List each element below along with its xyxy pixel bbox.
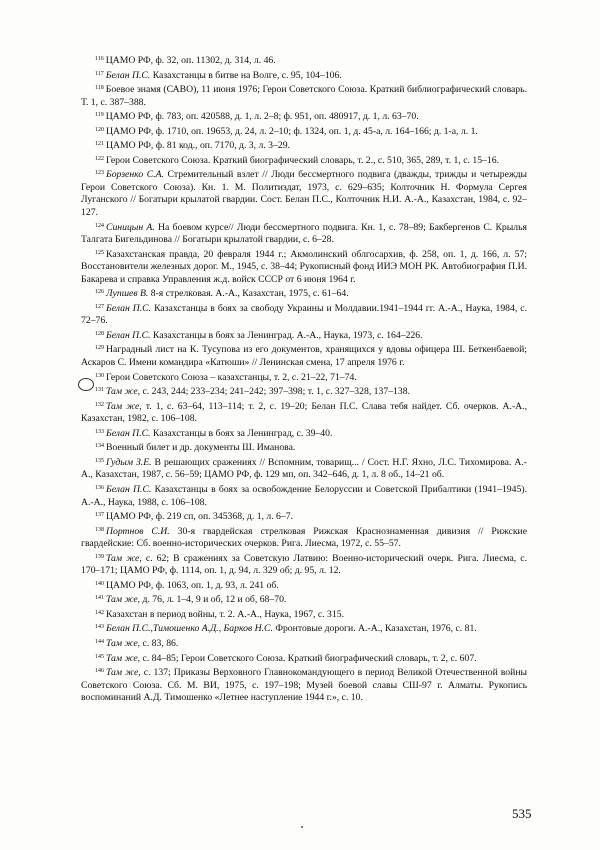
endnote-number: 143 [95, 624, 104, 631]
endnote-number: 140 [95, 580, 104, 587]
endnote-text: Наградный лист на К. Тусупова из его документов, хранящихся у вдовы офицера Ш. Беткенбаевой; Аскаров С. Имени командира «Катюши» // Ленинская смена, 17 апреля 1976 г. [81, 344, 527, 369]
endnote-author: Белан П.С. [106, 483, 152, 495]
endnote-142 [81, 607, 527, 622]
endnote-number: 146 [95, 668, 104, 675]
endnote-137 [81, 509, 527, 524]
endnote-text: Казахстанцы в боях за свободу Украины и Молдавии.1941–1944 гг. А.-А., Наука, 1984, с. 72–76. [81, 302, 527, 327]
endnote-text: с. 243, 244; 233–234; 241–242; 397–398; т. 1, с. 327–328, 137–138. [142, 386, 410, 398]
endnote-127 [81, 301, 527, 328]
endnote-number: 125 [95, 249, 104, 256]
endnote-116 [81, 53, 527, 68]
endnote-text: Герои Советского Союза. Краткий биографический словарь, т. 2., с. 510, 365, 289, т. 1, с. 15–16. [106, 154, 500, 166]
endnote-number: 119 [95, 112, 104, 119]
endnote-145 [81, 651, 527, 666]
endnote-text: с. 62; В сражениях за Советскую Латвию: Военно-исторический очерк. Рига. Лиесма, с. 170–171; ЦАМО РФ, ф. 1114, оп. 1, д. 94, л. 329 об; д. 95, л. 12. [81, 552, 527, 577]
endnote-number: 132 [95, 401, 104, 408]
endnote-119 [81, 109, 527, 124]
endnote-124 [81, 220, 527, 247]
endnote-number: 122 [95, 155, 104, 162]
endnote-author: Там же, [106, 400, 142, 412]
endnote-number: 130 [95, 372, 104, 379]
endnote-138 [81, 524, 527, 551]
endnote-number: 135 [95, 457, 104, 464]
endnote-number: 133 [95, 428, 104, 435]
endnote-author: Белан П.С. [106, 427, 151, 439]
endnote-text: Боевое знамя (САВО), 11 июня 1976; Герои Советского Союза. Краткий библиографический словарь. Т. 1, с. 387–388. [81, 84, 527, 108]
endnote-number: 138 [95, 526, 104, 533]
endnote-text: Казахстанская правда, 20 февраля 1944 г.; Акмолинский облгосархив, ф. 258, оп. 1, д. 166, л. 57; Восстановители железных дорог. М., 1945, с. 38–44; Рукописный фонд ИИЭ МОН РК. Автобиография П.И. Бакарева и справка Управления ж.д. войск СССР от 6 июня 1964 г. [81, 248, 527, 285]
endnote-text: Фронтовые дороги. А.-А., Казахстан, 1976, с. 81. [275, 623, 477, 635]
handwritten-circle-mark [78, 378, 94, 391]
endnote-120 [81, 124, 527, 139]
endnote-text: Казахстанцы в боях за Ленинград. А.-А., Наука, 1973, с. 164–226. [152, 329, 423, 341]
endnote-number: 129 [95, 345, 104, 352]
endnote-text: ЦАМО РФ, ф. 783, оп. 420588, д. 1, л. 2–8; ф. 951, оп. 480917, д. 1, л. 63–70. [105, 111, 419, 123]
endnote-140 [81, 578, 527, 593]
endnote-text: ЦАМО РФ, ф. 219 сп, оп. 345368, д. 1, л. 6–7. [106, 511, 294, 523]
endnote-121 [81, 138, 527, 153]
endnote-144 [81, 636, 527, 651]
endnote-text: ЦАМО РФ, ф. 1063, оп. 1, д. 93, л. 241 об. [106, 579, 279, 591]
endnote-number: 123 [95, 170, 104, 177]
endnote-146 [81, 665, 527, 705]
endnote-number: 118 [95, 85, 104, 92]
endnote-143 [81, 621, 527, 636]
endnote-126 [81, 286, 527, 301]
endnote-author: Там же, [106, 652, 141, 664]
endnote-130 [81, 370, 527, 385]
endnote-133 [81, 426, 527, 441]
endnote-text: В решающих сражениях // Вспомним, товарищ... / Сост. Н.Г. Яхно, Л.С. Тихомирова. А.-А., Казахстан, 1987, с. 56–59; ЦАМО РФ, ф. 129 мп, оп. 342–646, д. 1, л. 8 об., 14–21 об. [81, 456, 527, 481]
endnote-number: 116 [95, 56, 104, 62]
endnote-text: ЦАМО РФ, ф. 32, оп. 11302, д. 314, л. 46. [105, 55, 276, 66]
endnote-text: д. 76, л. 1–4, 9 и об, 12 и об, 68–70. [142, 594, 287, 606]
endnote-author: Белан П.С. [106, 302, 152, 314]
endnote-122 [81, 153, 527, 168]
endnote-134 [81, 440, 527, 455]
endnote-number: 144 [95, 638, 104, 645]
endnote-118 [81, 82, 527, 109]
endnote-text: т. 1, с. 63–64, 113–114; т. 2, с. 19–20; Белан П.С. Слава тебя найдет. Сб. очерков. А.-А., Казахстан, 1982, с. 106–108. [81, 400, 528, 425]
endnote-131 [81, 384, 527, 399]
endnote-text: ЦАМО РФ, ф. 1710, оп. 19653, д. 24, л. 2–10; ф. 1324, оп. 1, д. 45-а, л. 164–166; д. 1-а, л. 1. [106, 125, 478, 137]
endnote-number: 136 [95, 484, 104, 491]
endnote-author: Борзенко С.А. [106, 169, 164, 181]
endnote-number: 145 [95, 653, 104, 660]
endnote-136 [81, 482, 527, 509]
endnote-125 [81, 247, 527, 287]
endnote-number: 131 [95, 387, 104, 394]
endnote-author: Гудым З.Е. [106, 456, 152, 468]
endnote-number: 120 [95, 126, 104, 133]
print-speck [301, 826, 303, 828]
endnote-text: с. 137; Приказы Верховного Главнокомандующего в период Великой Отечественной войны Советского Союза. Сб. М. ВИ, 1975, с. 197–198; Музей боевой славы СШ-97 г. Алматы. Рукопись воспоминаний А.Д. Тимошенко «Летнее наступление 1944 г.», с. 10. [81, 667, 528, 704]
endnote-129 [81, 342, 527, 369]
endnote-number: 127 [95, 303, 104, 310]
endnote-text: На боевом курсе// Люди бессмертного подвига. Кн. 1, с. 78–89; Бакбергенов С. Крылья Талгата Бигельдинова // Богатыри крылатой гвардии, с. 6–28. [81, 221, 527, 246]
endnote-author: Белан П.С. [105, 69, 151, 81]
endnote-number: 117 [95, 70, 104, 77]
endnote-number: 142 [95, 609, 104, 616]
endnote-number: 141 [95, 595, 104, 602]
endnote-author: Там же, [106, 667, 141, 679]
endnote-author: Там же, [106, 637, 141, 649]
endnote-139 [81, 551, 527, 578]
endnote-141 [81, 592, 527, 607]
endnote-number: 126 [95, 289, 104, 296]
endnote-text: Герои Советского Союза – казахстанцы, т. 2, с. 21–22, 71–74. [106, 371, 357, 383]
endnote-text: 30-я гвардейская стрелковая Рижская Краснознаменная дивизия // Рижские гвардейские: Сб. военно-исторических очерков. Рига. Лиесма, 1972, с. 55–57. [81, 525, 528, 550]
page-number: 535 [512, 806, 532, 821]
endnote-text: Казахстан в период войны, т. 2. А.-А., Наука, 1967, с. 315. [106, 608, 344, 620]
endnote-text: Военный билет и др. документы Ш. Иманова. [106, 442, 296, 454]
endnote-123 [81, 167, 527, 219]
endnote-number: 124 [95, 222, 104, 229]
endnote-number: 139 [95, 553, 104, 560]
endnote-author: Там же, [106, 594, 141, 606]
endnote-author: Лупшев В. [106, 288, 149, 300]
endnote-author: Портнов С.И. [106, 525, 170, 537]
endnote-128 [81, 328, 527, 343]
endnote-author: Синицын А. [106, 221, 155, 233]
endnote-author: Белан П.С.,Тимошенко А.Д., Барков Н.С. [106, 623, 273, 635]
endnote-text: с. 84–85; Герои Советского Союза. Краткий биографический словарь, т. 2, с. 607. [142, 652, 477, 664]
endnote-text: Казахстанцы в боях за Ленинград, с. 39–40. [152, 427, 333, 439]
endnote-number: 134 [95, 443, 104, 450]
endnote-132 [81, 399, 527, 426]
endnote-text: Казахстанцы в боях за освобождение Белоруссии и Советской Прибалтики (1941–1945). А.-А., Наука, 1988, с. 106–108. [81, 483, 527, 508]
endnote-text: Казахстанцы в битве на Волге, с. 95, 104–106. [152, 69, 342, 81]
endnote-number: 128 [95, 330, 104, 337]
endnote-text: с. 83, 86. [142, 637, 179, 649]
endnote-author: Белан П.С. [106, 329, 151, 341]
endnote-author: Там же, [106, 386, 141, 398]
endnote-135 [81, 455, 527, 482]
endnotes-list [81, 53, 527, 705]
endnote-number: 121 [95, 141, 104, 148]
endnote-text: ЦАМО РФ, ф. 81 код., оп. 7170, д. 3, л. 3–29. [106, 140, 290, 152]
endnote-number: 137 [95, 512, 104, 519]
endnote-text: 8-я стрелковая. А.-А., Казахстан, 1975, с. 61–64. [150, 288, 349, 300]
endnote-text: Стремительный взлет // Люди бессмертного подвига (дважды, трижды и четырежды Герои Советского Союза). Кн. 1. М. Политиздат, 1973, с. 629–635; Колточник Н. Формула Сергея Луганского // Богатыри крылатой гвардии. Сост. Белан П.С., Колточник Н.И. А.-А., Казахстан, 1984, с. 92–127. [81, 169, 528, 219]
endnote-author: Там же, [106, 552, 142, 564]
endnote-117 [81, 68, 527, 83]
